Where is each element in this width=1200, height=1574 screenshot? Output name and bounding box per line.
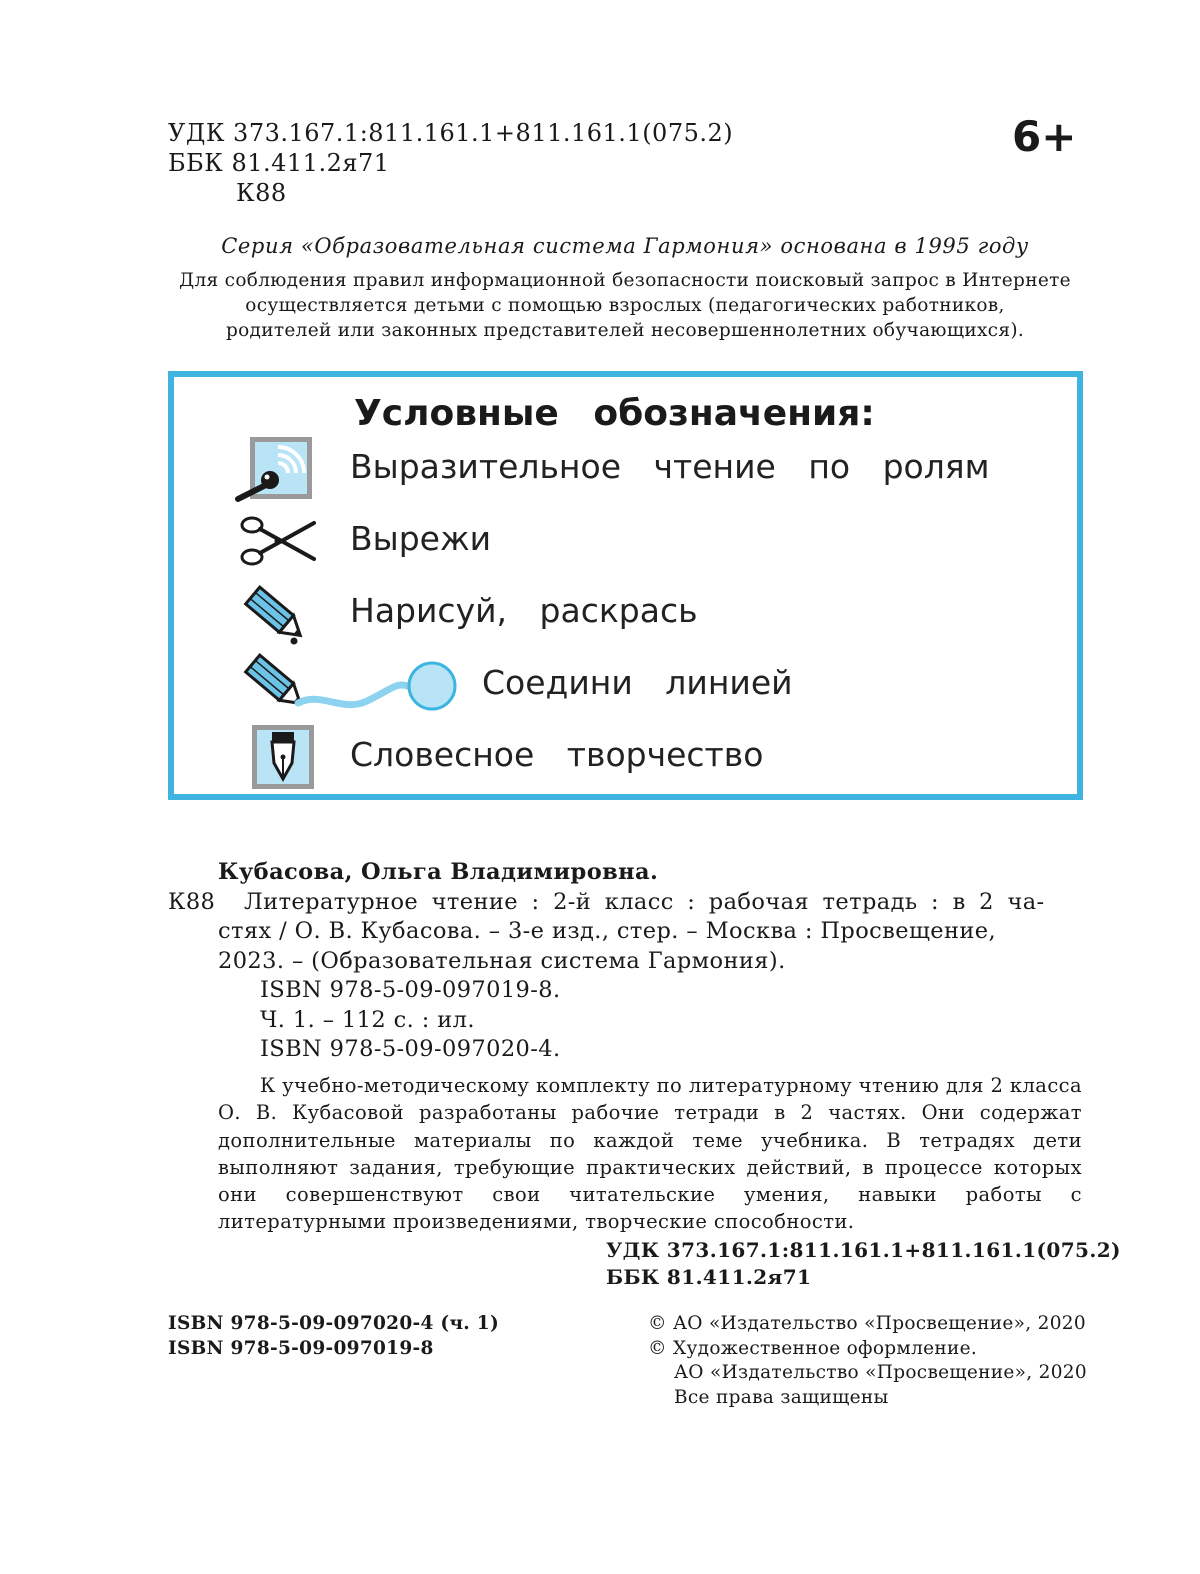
annotation-codes bbox=[218, 1237, 1121, 1291]
isbn-footer bbox=[168, 1312, 499, 1361]
legend-label: Выразительное чтение по ролям bbox=[350, 447, 990, 486]
author-mark: К88 bbox=[236, 179, 287, 207]
record-line: стях / О. В. Кубасова. – 3-е изд., стер. – Москва : Просвещение, bbox=[218, 918, 997, 944]
part-info: Ч. 1. – 112 с. : ил. bbox=[260, 1006, 475, 1033]
pencil-connect-line-icon bbox=[232, 651, 462, 719]
bbk-code: ББК 81.411.2я71 bbox=[168, 149, 390, 177]
safety-notice bbox=[168, 268, 1082, 343]
safety-line: родителей или законных представителей несовершеннолетних обучающихся). bbox=[225, 320, 1025, 341]
classification-block bbox=[168, 118, 733, 208]
legend-item-reading bbox=[174, 435, 1077, 503]
pencil-icon bbox=[232, 579, 322, 647]
udk-code: УДК 373.167.1:811.161.1+811.161.1(075.2) bbox=[168, 119, 734, 147]
author-name: Кубасова, Ольга Владимировна. bbox=[218, 859, 659, 885]
isbn-full-footer: ISBN 978-5-09-097019-8 bbox=[168, 1337, 434, 1359]
bibliographic-record bbox=[168, 858, 1082, 1065]
microphone-icon bbox=[232, 435, 322, 503]
legend-box bbox=[168, 371, 1083, 800]
record-line: 2023. – (Образовательная система Гармония). bbox=[218, 947, 786, 974]
legend-item-writing bbox=[174, 723, 1077, 791]
legend-label: Нарисуй, раскрась bbox=[350, 591, 698, 630]
copyright-block bbox=[648, 1312, 1087, 1410]
legend-label: Вырежи bbox=[350, 519, 492, 558]
rights-reserved: Все права защищены bbox=[674, 1386, 889, 1408]
safety-line: осуществляется детьми с помощью взрослых (педагогических работников, bbox=[245, 295, 1005, 316]
annotation-text: К учебно-методическому комплекту по литературному чтению для 2 класса О. В. Кубасовой разработаны рабочие тетради в 2 частях. Они содержат дополнительные материалы по каждой теме учебника. В тетрадях дети выполняют задания, требующие практических действий, в процессе которых они совершенствуют свои читательские умения, навыки работы с литературными произведениями, творческие способности. bbox=[218, 1074, 1082, 1234]
legend-item-cut bbox=[174, 507, 1077, 575]
record-line: Литературное чтение : 2-й класс : рабочая тетрадь : в 2 ча- bbox=[244, 888, 1045, 915]
legend-item-draw bbox=[174, 579, 1077, 647]
isbn-full: ISBN 978-5-09-097019-8. bbox=[260, 977, 561, 1003]
annotation-udk: УДК 373.167.1:811.161.1+811.161.1(075.2) bbox=[606, 1237, 1121, 1262]
isbn-part-footer: ISBN 978-5-09-097020-4 (ч. 1) bbox=[168, 1313, 499, 1334]
legend-label: Соедини линией bbox=[482, 663, 793, 702]
fountain-pen-icon bbox=[232, 723, 322, 791]
annotation-bbk: ББК 81.411.2я71 bbox=[606, 1264, 812, 1289]
safety-line: Для соблюдения правил информационной безопасности поисковый запрос в Интернете bbox=[179, 270, 1071, 291]
age-rating: 6+ bbox=[1012, 112, 1077, 161]
legend-title: Условные обозначения: bbox=[354, 393, 875, 434]
record-entry bbox=[168, 888, 1082, 918]
copyright-line: © Художественное оформление. bbox=[648, 1337, 978, 1359]
scissors-icon bbox=[232, 507, 322, 575]
legend-label: Словесное творчество bbox=[350, 735, 764, 774]
copyright-line: АО «Издательство «Просвещение», 2020 bbox=[674, 1362, 1087, 1383]
legend-item-connect bbox=[174, 651, 1077, 719]
record-code: К88 bbox=[168, 888, 216, 915]
annotation bbox=[218, 1072, 1121, 1291]
series-note: Серия «Образовательная система Гармония» основана в 1995 году bbox=[221, 234, 1029, 258]
isbn-part: ISBN 978-5-09-097020-4. bbox=[260, 1036, 561, 1062]
copyright-line: © АО «Издательство «Просвещение», 2020 bbox=[648, 1313, 1086, 1334]
